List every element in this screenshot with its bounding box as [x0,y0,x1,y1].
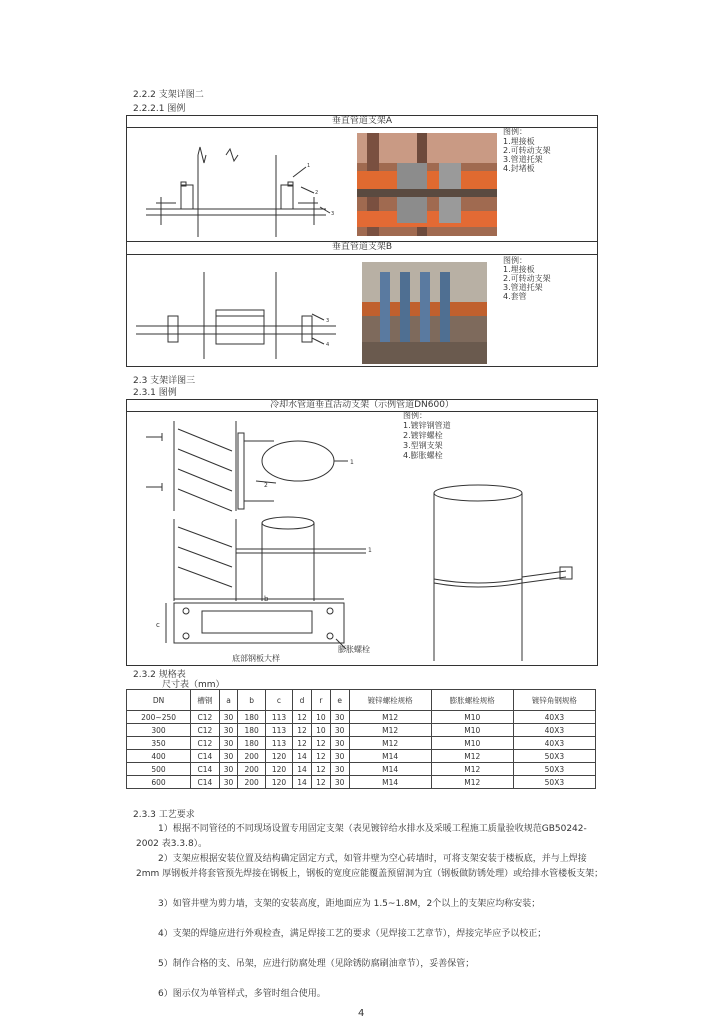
fig-c-legend-2: 2.镀锌螺栓 [403,431,443,440]
svg-text:1: 1 [368,547,372,554]
table-cell: 40X3 [513,737,595,750]
heading-2-2-2: 2.2.2 支架详图二 [133,90,204,100]
table-cell: 30 [330,750,349,763]
table-cell: 30 [330,724,349,737]
table-cell: 30 [219,711,238,724]
table-cell: 30 [330,763,349,776]
table-row [127,763,596,776]
table-cell: 180 [238,737,265,750]
table-cell: 113 [265,711,292,724]
table-cell: 12 [311,763,330,776]
table-cell: 30 [330,711,349,724]
table-cell: 30 [219,737,238,750]
svg-text:2: 2 [264,482,268,489]
table-cell: 200 [238,763,265,776]
requirement-3: 3）如管井壁为剪力墙，支架的安装高度，距地面应为 1.5~1.8M，2个以上的支架应均称安装； [158,899,541,909]
table-cell: 12 [293,711,312,724]
table-cell: 200 [238,776,265,789]
table-cell: 30 [330,737,349,750]
heading-2-2-2-1: 2.2.2.1 图例 [133,104,186,114]
fig-b-legend-1: 1.埋接板 [503,265,535,274]
table-row [127,750,596,763]
table-cell: 30 [219,750,238,763]
fig-c-legend-1: 1.镀锌钢管道 [403,421,451,430]
table-cell: 300 [127,724,191,737]
table-cell: 600 [127,776,191,789]
col-header: b [238,690,265,711]
heading-2-3-3: 2.3.3 工艺要求 [133,810,195,820]
fig-b-legend-4: 4.套管 [503,292,527,301]
fig-c-bolt-label: 膨胀螺栓 [338,645,370,654]
fig-a-photo [357,133,497,236]
table-cell: 113 [265,724,292,737]
table-cell: M14 [349,763,431,776]
fig-c-title: 冷却水管道垂直活动支架（示例管道DN600） [270,400,454,410]
fig-b-drawing [126,254,356,366]
col-header: 膨胀螺栓规格 [431,690,513,711]
svg-text:1: 1 [350,459,354,466]
svg-text:4: 4 [326,342,330,348]
fig-b-legend-3: 3.管道托架 [503,283,543,292]
fig-c-legend-3: 3.型钢支架 [403,441,443,450]
table-cell: 50X3 [513,763,595,776]
table-cell: 350 [127,737,191,750]
fig-a-title: 垂直管道支架A [331,116,393,126]
svg-text:2: 2 [315,190,319,196]
requirement-6: 6）图示仅为单管样式，多管时组合使用。 [158,989,326,999]
page-number: 4 [358,1008,365,1019]
table-cell: M12 [431,776,513,789]
table-cell: 50X3 [513,776,595,789]
table-cell: 14 [293,776,312,789]
table-cell: 40X3 [513,711,595,724]
requirement-1: 1）根据不同管径的不同现场设置专用固定支架（表见镀锌给水排水及采暖工程施工质量验收规范GB50242-2002 表3.3.8）。 [136,824,587,849]
fig-b-legend-2: 2.可转动支架 [503,274,551,283]
table-cell: 180 [238,711,265,724]
requirement-4: 4）支架的焊缝应进行外观检查，满足焊接工艺的要求（见焊接工艺章节），焊接完毕应予以校正； [158,929,547,939]
table-cell: M10 [431,737,513,750]
table-cell: C12 [191,711,220,724]
col-header: c [265,690,292,711]
fig-a-legend-title: 图例： [503,127,527,136]
fig-a-drawing [126,127,356,241]
table-cell: 30 [219,724,238,737]
col-header: 槽钢 [191,690,220,711]
dim-c-label: c [156,621,160,629]
table-cell: C14 [191,776,220,789]
col-header: 镀锌螺栓规格 [349,690,431,711]
table-cell: 10 [311,724,330,737]
table-cell: 180 [238,724,265,737]
table-cell: M12 [431,750,513,763]
fig-a-legend-2: 2.可转动支架 [503,146,551,155]
table-cell: 120 [265,763,292,776]
fig-c-base-plate-label: 底部钢板大样 [232,654,280,663]
heading-2-3-2: 2.3.2 规格表 [133,670,186,680]
table-cell: 10 [311,711,330,724]
table-cell: 500 [127,763,191,776]
table-cell: 40X3 [513,724,595,737]
fig-b-legend-title: 图例： [503,256,527,265]
table-cell: 400 [127,750,191,763]
table-cell: 30 [330,776,349,789]
fig-a-legend-4: 4.封堵板 [503,164,535,173]
col-header: r [311,690,330,711]
table-cell: 12 [293,724,312,737]
fig-c-legend-4: 4.膨胀螺栓 [403,451,443,460]
requirement-5: 5）制作合格的支、吊架，应进行防腐处理（见除锈防腐刷油章节），妥善保管； [158,959,475,969]
table-cell: 14 [293,763,312,776]
heading-2-3-1: 2.3.1 图例 [133,388,177,398]
size-table-caption: 尺寸表（mm） [162,680,225,690]
table-row [127,737,596,750]
table-cell: M12 [349,737,431,750]
svg-text:3: 3 [326,318,330,324]
col-header: 镀锌角钢规格 [513,690,595,711]
table-row [127,711,596,724]
table-cell: 14 [293,750,312,763]
table-row [127,724,596,737]
table-cell: M10 [431,711,513,724]
table-cell: M14 [349,776,431,789]
table-cell: C12 [191,724,220,737]
table-cell: 12 [311,737,330,750]
table-cell: M12 [349,711,431,724]
table-cell: 200~250 [127,711,191,724]
fig-b-title: 垂直管道支架B [331,242,393,252]
table-cell: 30 [219,776,238,789]
table-cell: 113 [265,737,292,750]
table-cell: 12 [311,750,330,763]
fig-c-drawing [126,411,598,666]
table-cell: 200 [238,750,265,763]
table-cell: 120 [265,776,292,789]
table-cell: M14 [349,750,431,763]
table-cell: 120 [265,750,292,763]
table-cell: 12 [311,776,330,789]
requirement-2: 2）支架应根据安装位置及结构确定固定方式，如管井壁为空心砖墙时，可将支架安装于楼板底，并与上焊接 2mm 厚钢板并将套管预先焊接在钢板上，钢板的宽度应能覆盖预留洞为宜（钢板做防锈处理）或给排水管楼板支架； [136,854,604,879]
fig-c-legend-title: 图例： [403,411,427,420]
spec-table-body [127,711,596,789]
col-header: d [293,690,312,711]
table-cell: M12 [431,763,513,776]
svg-text:3: 3 [331,211,335,217]
fig-a-legend-1: 1.埋接板 [503,137,535,146]
table-cell: 50X3 [513,750,595,763]
fig-a-legend-3: 3.管道托架 [503,155,543,164]
table-cell: C14 [191,750,220,763]
table-cell: C12 [191,737,220,750]
spec-table [126,689,596,789]
table-cell: 30 [219,763,238,776]
col-header: a [219,690,238,711]
svg-text:1: 1 [307,163,311,169]
table-cell: M10 [431,724,513,737]
table-cell: 12 [293,737,312,750]
col-header: DN [127,690,191,711]
heading-2-3: 2.3 支架详图三 [133,376,196,386]
fig-b-photo [362,262,487,364]
col-header: e [330,690,349,711]
table-cell: M12 [349,724,431,737]
table-cell: C14 [191,763,220,776]
dim-b-label: b [264,595,269,603]
table-row [127,776,596,789]
